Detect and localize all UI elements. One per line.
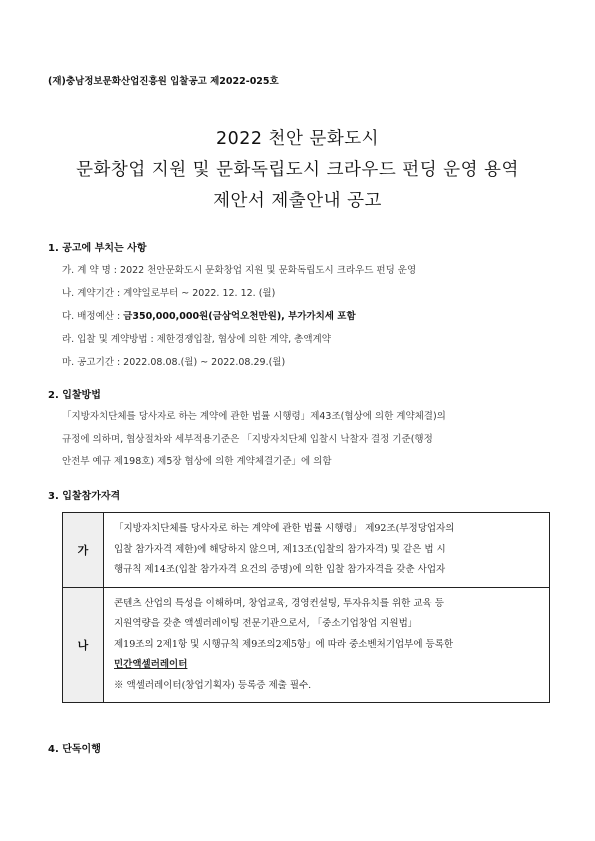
section-1-heading: 1. 공고에 부치는 사항 [48,243,147,254]
title-line-2: 문화창업 지원 및 문화독립도시 크라우드 펀딩 운영 용역 [76,160,519,180]
table-row [63,513,550,588]
qualification-table [62,512,550,703]
announcement-number: (재)충남정보문화산업진흥원 입찰공고 제2022-025호 [48,76,279,87]
item-announce-period: 마. 공고기간 : 2022.08.08.(월) ~ 2022.08.29.(월) [62,357,286,368]
item-contract-period: 나. 계약기간 : 계약일로부터 ~ 2022. 12. 12. (월) [62,288,276,299]
item-bid-method: 라. 입찰 및 계약방법 : 제한경쟁입찰, 협상에 의한 계약, 총액계약 [62,334,331,345]
section-4-heading: 4. 단독이행 [48,744,101,755]
item-budget: 다. 배정예산 : 금350,000,000원(금삼억오천만원), 부가가치세 포함 [62,311,356,322]
title-line-3: 제안서 제출안내 공고 [213,191,382,211]
row-label-ga: 가 [63,513,104,588]
section-2-line-1: 「지방자치단체를 당사자로 하는 계약에 관한 법률 시행령」제43조(협상에 의한 계약체결)의 [62,411,446,422]
section-2-line-2: 규정에 의하며, 협상절차와 세부적용기준은 「지방자치단체 입찰시 낙찰자 결정 기준(행정 [62,434,433,445]
table-row [63,587,550,703]
item-contract-name: 가. 계 약 명 : 2022 천안문화도시 문화창업 지원 및 문화독립도시 크라우드 펀딩 운영 [62,265,417,276]
section-2-line-3: 안전부 예규 제198호) 제5장 협상에 의한 계약체결기준」에 의함 [62,456,332,467]
private-accelerator-term: 민간액셀러레이터 [114,659,188,670]
row-content-na: 콘텐츠 산업의 특성을 이해하며, 창업교육, 경영컨설팅, 투자유치를 위한 교육 등 지원역량을 갖춘 액셀러레이팅 전문기관으로서, 「중소기업창업 지원법」 제19조의 2제1항 및 시행규칙 제9조의2제5항」에 따라 중소벤처기업부에 등록한 민간액셀러레이터 ※ 액셀러레이터(창업기획자) 등록증 제출 필수. [104,587,550,703]
section-2-heading: 2. 입찰방법 [48,390,101,401]
section-3-heading: 3. 입찰참가자격 [48,491,121,502]
certificate-note: ※ 액셀러레이터(창업기획자) 등록증 제출 필수. [114,679,312,691]
row-label-na: 나 [63,587,104,703]
title-line-1: 2022 천안 문화도시 [215,129,380,149]
row-content-ga: 「지방자치단체를 당사자로 하는 계약에 관한 법률 시행령」 제92조(부정당업자의 입찰 참가자격 제한)에 해당하지 않으며, 제13조(입찰의 참가자격) 및 같은 법 시 행규칙 제14조(입찰 참가자격 요건의 증명)에 의한 입찰 참가자격을 갖춘 사업자 [104,513,550,588]
